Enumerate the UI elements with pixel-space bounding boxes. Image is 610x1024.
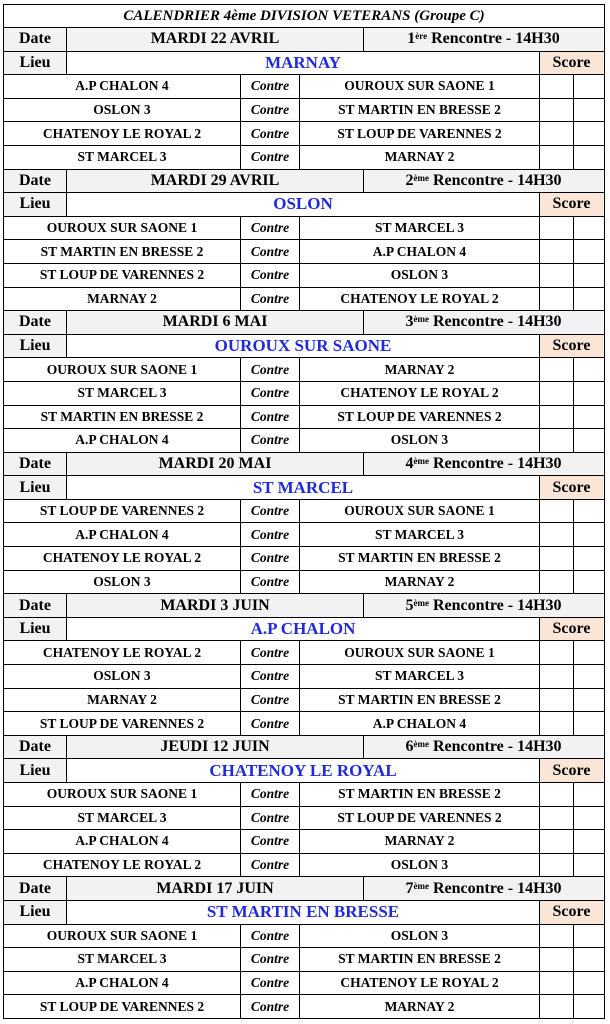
home-team: ST MARCEL 3 [77,951,167,967]
date-row [4,310,604,334]
venue-name: A.P CHALON [66,618,539,641]
versus-label: Contre [240,925,299,948]
match-row [4,853,604,877]
versus-label: Contre [240,689,299,712]
date-row [4,169,604,193]
lieu-row [4,192,604,216]
home-team: MARNAY 2 [87,290,157,306]
home-team: CHATENOY LE ROYAL 2 [42,550,202,566]
match-row [4,570,604,594]
match-row [4,98,604,122]
home-score-cell[interactable] [539,523,573,546]
rencontre-number: 2 [405,171,414,189]
rencontre-label [363,28,603,51]
date-label: Date [4,453,66,476]
home-team: MARNAY 2 [87,691,157,707]
away-score-cell[interactable] [573,429,603,452]
versus-label: Contre [240,523,299,546]
versus-label: Contre [240,972,299,995]
date-label: Date [4,311,66,334]
away-team: ST MARTIN EN BRESSE 2 [299,547,539,570]
away-team: OUROUX SUR SAONE 1 [299,500,539,523]
versus-label: Contre [240,288,299,311]
home-score-cell[interactable] [539,358,573,381]
home-score-cell[interactable] [539,854,573,877]
match-date: MARDI 20 MAI [66,453,363,476]
away-team: CHATENOY LE ROYAL 2 [299,382,539,405]
away-score-cell[interactable] [573,925,603,948]
match-row [4,263,604,287]
home-score-cell[interactable] [539,264,573,287]
home-team: OUROUX SUR SAONE 1 [46,361,198,377]
away-team: CHATENOY LE ROYAL 2 [299,972,539,995]
away-team: OSLON 3 [299,854,539,877]
home-team: ST MARCEL 3 [77,149,167,165]
rencontre-number: 1 [407,30,416,48]
away-team: A.P CHALON 4 [299,712,539,735]
match-row [4,239,604,263]
home-team: ST MARTIN EN BRESSE 2 [40,408,204,424]
home-team: A.P CHALON 4 [75,833,169,849]
match-row [4,405,604,429]
home-score-cell[interactable] [539,925,573,948]
score-header: Score [539,335,603,358]
rencontre-number: 4 [405,454,414,472]
home-team: CHATENOY LE ROYAL 2 [42,857,202,873]
home-score-cell[interactable] [539,972,573,995]
away-score-cell[interactable] [573,122,603,145]
away-score-cell[interactable] [573,830,603,853]
away-score-cell[interactable] [573,547,603,570]
versus-label: Contre [240,122,299,145]
rencontre-text: Rencontre - 14H30 [432,596,562,614]
versus-label: Contre [240,75,299,98]
match-row [4,688,604,712]
away-team: OSLON 3 [299,925,539,948]
match-row [4,216,604,240]
away-score-cell[interactable] [573,689,603,712]
match-row [4,782,604,806]
versus-label: Contre [240,264,299,287]
versus-label: Contre [240,500,299,523]
away-score-cell[interactable] [573,972,603,995]
home-team: OUROUX SUR SAONE 1 [46,220,198,236]
lieu-row [4,900,604,924]
rencontre-label [363,311,603,334]
versus-label: Contre [240,217,299,240]
lieu-row [4,51,604,75]
score-header: Score [539,193,603,216]
rencontre-text: Rencontre - 14H30 [432,738,562,756]
home-team: A.P CHALON 4 [75,526,169,542]
away-score-cell[interactable] [573,240,603,263]
match-row [4,428,604,452]
home-score-cell[interactable] [539,288,573,311]
away-team: MARNAY 2 [299,358,539,381]
home-score-cell[interactable] [539,429,573,452]
match-row [4,829,604,853]
rencontre-label [363,736,603,759]
score-header: Score [539,476,603,499]
calendar-table [3,4,605,1019]
date-label: Date [4,736,66,759]
away-team: OSLON 3 [299,429,539,452]
match-row [4,74,604,98]
match-row [4,121,604,145]
away-score-cell[interactable] [573,995,603,1018]
match-row [4,499,604,523]
date-label: Date [4,594,66,617]
home-team: A.P CHALON 4 [75,432,169,448]
match-row [4,522,604,546]
rencontre-suffix: ème [413,597,429,608]
match-row [4,711,604,735]
home-score-cell[interactable] [539,807,573,830]
away-score-cell[interactable] [573,783,603,806]
venue-name: ST MARTIN EN BRESSE [66,901,539,924]
home-team: ST LOUP DE VARENNES 2 [39,715,205,731]
home-score-cell[interactable] [539,995,573,1018]
date-row [4,452,604,476]
away-team: MARNAY 2 [299,830,539,853]
versus-label: Contre [240,665,299,688]
home-score-cell[interactable] [539,665,573,688]
match-row [4,546,604,570]
away-score-cell[interactable] [573,807,603,830]
rencontre-number: 6 [405,738,414,756]
date-row [4,735,604,759]
rencontre-label [363,594,603,617]
venue-name: CHATENOY LE ROYAL [66,759,539,782]
match-date: MARDI 3 JUIN [66,594,363,617]
versus-label: Contre [240,358,299,381]
rencontre-suffix: ère [415,31,428,42]
away-score-cell[interactable] [573,523,603,546]
away-score-cell[interactable] [573,665,603,688]
rencontre-text: Rencontre - 14H30 [432,171,562,189]
home-score-cell[interactable] [539,641,573,664]
match-date: MARDI 17 JUIN [66,877,363,900]
lieu-label: Lieu [4,335,66,358]
away-team: A.P CHALON 4 [299,240,539,263]
score-header: Score [539,618,603,641]
lieu-row [4,334,604,358]
home-score-cell[interactable] [539,500,573,523]
rencontre-number: 7 [405,879,414,897]
home-team: ST MARTIN EN BRESSE 2 [40,243,204,259]
match-row [4,971,604,995]
away-team: ST MARTIN EN BRESSE 2 [299,948,539,971]
versus-label: Contre [240,382,299,405]
venue-name: OUROUX SUR SAONE [66,335,539,358]
rencontre-suffix: ème [413,172,429,183]
away-team: ST MARCEL 3 [299,217,539,240]
away-team: ST LOUP DE VARENNES 2 [299,122,539,145]
home-team: OSLON 3 [93,668,151,684]
versus-label: Contre [240,807,299,830]
lieu-label: Lieu [4,52,66,75]
home-score-cell[interactable] [539,122,573,145]
versus-label: Contre [240,146,299,169]
versus-label: Contre [240,99,299,122]
date-label: Date [4,877,66,900]
match-row [4,381,604,405]
rencontre-number: 3 [405,313,414,331]
home-score-cell[interactable] [539,217,573,240]
venue-name: MARNAY [66,52,539,75]
match-row [4,357,604,381]
home-score-cell[interactable] [539,240,573,263]
away-score-cell[interactable] [573,217,603,240]
page-title: CALENDRIER 4ème DIVISION VETERANS (Groupe C) [123,7,485,24]
home-team: CHATENOY LE ROYAL 2 [42,644,202,660]
lieu-label: Lieu [4,618,66,641]
away-team: OUROUX SUR SAONE 1 [299,641,539,664]
away-score-cell[interactable] [573,146,603,169]
home-team: OSLON 3 [93,102,151,118]
away-score-cell[interactable] [573,712,603,735]
home-team: ST MARCEL 3 [77,385,167,401]
lieu-label: Lieu [4,901,66,924]
match-row [4,994,604,1018]
away-score-cell[interactable] [573,358,603,381]
home-team: OUROUX SUR SAONE 1 [46,927,198,943]
away-score-cell[interactable] [573,99,603,122]
home-score-cell[interactable] [539,547,573,570]
lieu-row [4,758,604,782]
date-label: Date [4,28,66,51]
away-score-cell[interactable] [573,948,603,971]
away-team: ST LOUP DE VARENNES 2 [299,807,539,830]
match-row [4,640,604,664]
title-row [4,5,604,27]
venue-name: ST MARCEL [66,476,539,499]
lieu-label: Lieu [4,476,66,499]
home-score-cell[interactable] [539,830,573,853]
rencontre-number: 5 [405,596,414,614]
rencontre-suffix: ème [413,739,429,750]
lieu-row [4,617,604,641]
away-score-cell[interactable] [573,854,603,877]
match-date: MARDI 29 AVRIL [66,170,363,193]
rencontre-text: Rencontre - 14H30 [431,30,560,48]
home-score-cell[interactable] [539,712,573,735]
home-team: ST LOUP DE VARENNES 2 [39,998,205,1014]
away-team: MARNAY 2 [299,571,539,594]
away-score-cell[interactable] [573,571,603,594]
versus-label: Contre [240,712,299,735]
score-header: Score [539,52,603,75]
lieu-label: Lieu [4,759,66,782]
venue-name: OSLON [66,193,539,216]
away-team: ST MARCEL 3 [299,523,539,546]
away-team: ST MARCEL 3 [299,665,539,688]
away-team: MARNAY 2 [299,995,539,1018]
home-score-cell[interactable] [539,146,573,169]
rencontre-text: Rencontre - 14H30 [432,454,562,472]
home-team: CHATENOY LE ROYAL 2 [42,125,202,141]
home-team: A.P CHALON 4 [75,78,169,94]
match-row [4,145,604,169]
home-team: A.P CHALON 4 [75,975,169,991]
home-score-cell[interactable] [539,75,573,98]
rencontre-label [363,877,603,900]
home-score-cell[interactable] [539,571,573,594]
rounds-container [4,27,604,1018]
away-team: OUROUX SUR SAONE 1 [299,75,539,98]
date-label: Date [4,170,66,193]
lieu-label: Lieu [4,193,66,216]
away-score-cell[interactable] [573,641,603,664]
away-score-cell[interactable] [573,406,603,429]
away-team: ST MARTIN EN BRESSE 2 [299,783,539,806]
away-team: MARNAY 2 [299,146,539,169]
match-row [4,924,604,948]
date-row [4,27,604,51]
away-team: ST MARTIN EN BRESSE 2 [299,689,539,712]
home-team: ST MARCEL 3 [77,809,167,825]
home-team: ST LOUP DE VARENNES 2 [39,503,205,519]
versus-label: Contre [240,240,299,263]
home-score-cell[interactable] [539,382,573,405]
home-team: ST LOUP DE VARENNES 2 [39,267,205,283]
versus-label: Contre [240,783,299,806]
home-score-cell[interactable] [539,689,573,712]
home-score-cell[interactable] [539,406,573,429]
match-date: JEUDI 12 JUIN [66,736,363,759]
rencontre-text: Rencontre - 14H30 [432,313,562,331]
versus-label: Contre [240,854,299,877]
score-header: Score [539,759,603,782]
away-score-cell[interactable] [573,264,603,287]
versus-label: Contre [240,571,299,594]
away-score-cell[interactable] [573,288,603,311]
home-score-cell[interactable] [539,948,573,971]
date-row [4,593,604,617]
home-team: OSLON 3 [93,573,151,589]
versus-label: Contre [240,406,299,429]
versus-label: Contre [240,830,299,853]
versus-label: Contre [240,995,299,1018]
rencontre-suffix: ème [413,455,429,466]
versus-label: Contre [240,547,299,570]
versus-label: Contre [240,641,299,664]
home-team: OUROUX SUR SAONE 1 [46,786,198,802]
rencontre-text: Rencontre - 14H30 [432,879,562,897]
match-row [4,947,604,971]
lieu-row [4,475,604,499]
home-score-cell[interactable] [539,99,573,122]
match-row [4,287,604,311]
match-date: MARDI 6 MAI [66,311,363,334]
score-header: Score [539,901,603,924]
away-score-cell[interactable] [573,500,603,523]
match-date: MARDI 22 AVRIL [66,28,363,51]
rencontre-label [363,453,603,476]
versus-label: Contre [240,948,299,971]
match-row [4,664,604,688]
date-row [4,876,604,900]
match-row [4,806,604,830]
away-score-cell[interactable] [573,75,603,98]
home-score-cell[interactable] [539,783,573,806]
versus-label: Contre [240,429,299,452]
away-team: ST LOUP DE VARENNES 2 [299,406,539,429]
away-team: CHATENOY LE ROYAL 2 [299,288,539,311]
rencontre-suffix: ème [413,314,429,325]
away-score-cell[interactable] [573,382,603,405]
away-team: ST MARTIN EN BRESSE 2 [299,99,539,122]
rencontre-label [363,170,603,193]
away-team: OSLON 3 [299,264,539,287]
rencontre-suffix: ème [413,880,429,891]
